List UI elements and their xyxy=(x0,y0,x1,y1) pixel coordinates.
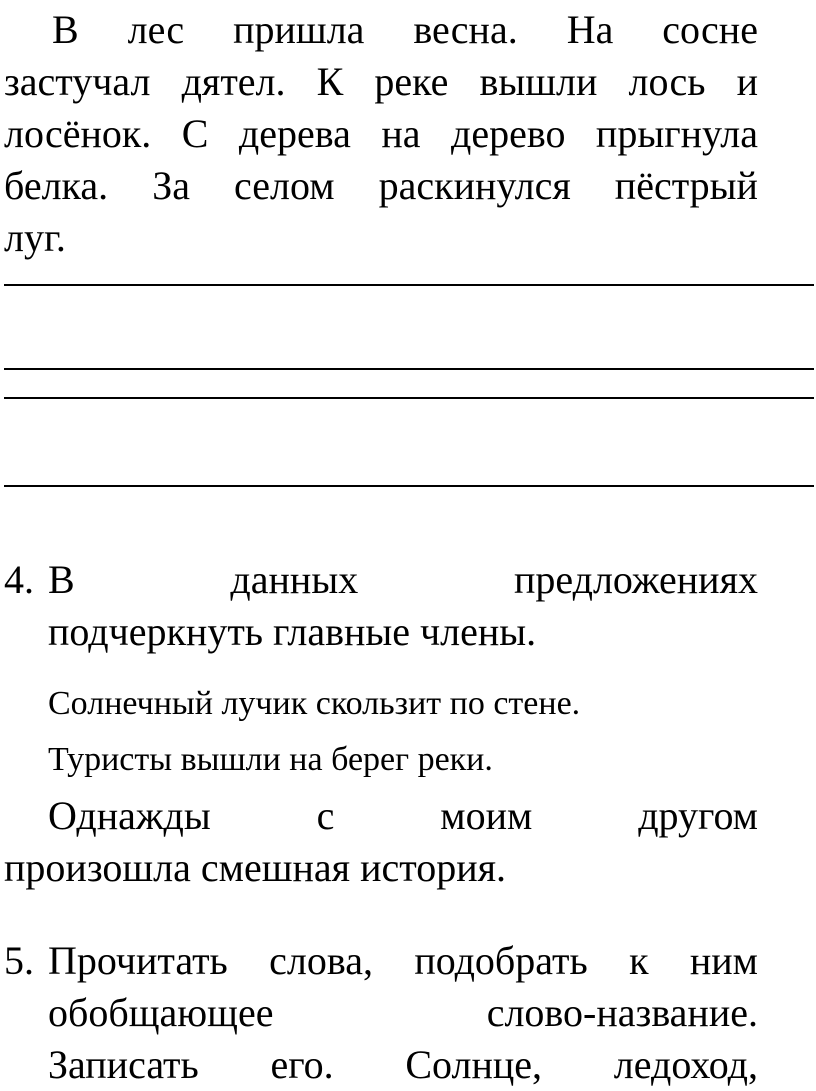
word: пёстрый xyxy=(614,163,758,208)
paragraph-line-1 xyxy=(4,4,758,56)
example-sentence-1: Солнечный лучик скользит по стене. xyxy=(48,685,581,722)
word: дятел. xyxy=(181,59,286,104)
task-5-instruction xyxy=(48,935,758,1091)
word: вышли xyxy=(479,59,598,104)
paragraph-line-3 xyxy=(4,108,758,160)
word: пришла xyxy=(233,7,365,52)
answer-line-3 xyxy=(4,397,814,399)
word: В xyxy=(52,7,79,52)
paragraph-line-2 xyxy=(4,56,758,108)
paragraph-line-5 xyxy=(4,212,758,264)
reading-paragraph xyxy=(4,4,758,264)
word: данных xyxy=(230,557,359,602)
word: застучал xyxy=(4,59,151,104)
instruction-line-3 xyxy=(48,1039,758,1091)
word: На xyxy=(566,7,614,52)
word: Солнце, xyxy=(405,1042,543,1087)
task-4-instruction xyxy=(48,554,758,658)
word: лосёнок. xyxy=(4,111,152,156)
word: моим xyxy=(440,793,533,838)
example-paragraph-line-2: произошла смешная история. xyxy=(4,845,506,890)
word: слова, xyxy=(269,938,373,983)
word: К xyxy=(316,59,344,104)
instruction-line-2 xyxy=(48,987,758,1039)
instruction-line-1 xyxy=(48,935,758,987)
word: За xyxy=(152,163,190,208)
word: лес xyxy=(127,7,185,52)
word: В xyxy=(48,557,75,602)
word: дерева xyxy=(238,111,351,156)
word: его. xyxy=(270,1042,334,1087)
word: прыгнула xyxy=(595,111,758,156)
word: предложениях xyxy=(513,557,758,602)
word: к xyxy=(629,938,649,983)
word: другом xyxy=(638,793,758,838)
word: ним xyxy=(689,938,758,983)
example-sentence-2: Туристы вышли на берег реки. xyxy=(48,741,493,778)
word: сосне xyxy=(662,7,758,52)
answer-line-4 xyxy=(4,485,814,487)
word: реке xyxy=(374,59,449,104)
task-number: 4. xyxy=(4,557,34,602)
task-number: 5. xyxy=(4,938,34,983)
word: на xyxy=(381,111,421,156)
word: и xyxy=(736,59,758,104)
word: лось xyxy=(628,59,706,104)
word: подобрать xyxy=(414,938,588,983)
word: белка. xyxy=(4,163,109,208)
word: раскинулся xyxy=(378,163,571,208)
word: обобщающее xyxy=(48,990,274,1035)
word: весна. xyxy=(413,7,518,52)
task-4 xyxy=(4,554,758,658)
word: ледоход, xyxy=(613,1042,758,1087)
word: Однажды xyxy=(48,793,211,838)
word: Записать xyxy=(48,1042,199,1087)
example-paragraph xyxy=(4,790,758,894)
answer-line-1 xyxy=(4,284,814,286)
word: селом xyxy=(234,163,335,208)
word: с xyxy=(316,793,335,838)
word: Прочитать xyxy=(48,938,228,983)
instruction-line-2: подчеркнуть главные члены. xyxy=(48,609,537,654)
example-paragraph-line-1 xyxy=(4,790,758,842)
answer-line-2 xyxy=(4,368,814,370)
paragraph-line-4 xyxy=(4,160,758,212)
word: слово-название. xyxy=(486,990,758,1035)
task-5 xyxy=(4,935,758,1091)
instruction-line-1 xyxy=(48,554,758,606)
word: С xyxy=(181,111,209,156)
word: дерево xyxy=(450,111,566,156)
word: луг. xyxy=(4,215,66,260)
